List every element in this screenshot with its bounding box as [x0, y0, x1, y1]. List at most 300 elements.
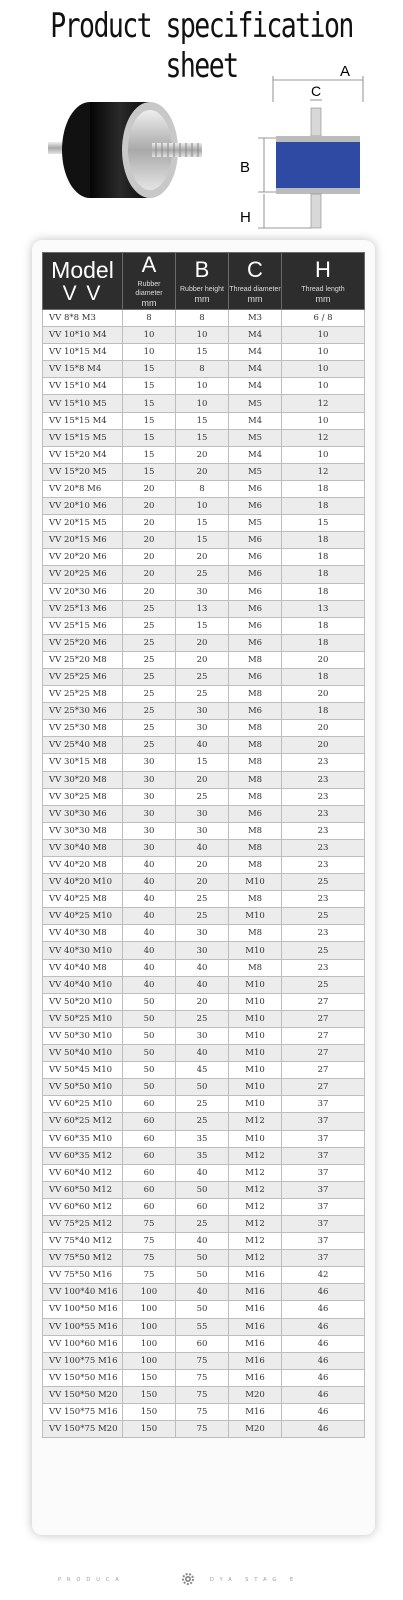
table-row — [43, 976, 365, 993]
thread-diameter-cell: M10 — [229, 942, 282, 959]
thread-length-cell: 20 — [282, 686, 365, 703]
spec-table — [42, 252, 365, 1438]
rubber-diameter-cell: 60 — [123, 1113, 176, 1130]
thread-diameter-cell: M20 — [229, 1386, 282, 1403]
table-row — [43, 1045, 365, 1062]
table-row — [43, 361, 365, 378]
thread-length-cell: 42 — [282, 1267, 365, 1284]
thread-length-cell: 18 — [282, 617, 365, 634]
rubber-diameter-cell: 20 — [123, 583, 176, 600]
thread-length-cell: 10 — [282, 361, 365, 378]
model-cell: VV 50*50 M10 — [43, 1079, 123, 1096]
table-row — [43, 1113, 365, 1130]
rubber-diameter-cell: 75 — [123, 1250, 176, 1267]
spec-table-body — [43, 310, 365, 1438]
table-row — [43, 480, 365, 497]
rubber-diameter-cell: 10 — [123, 327, 176, 344]
model-cell: VV 15*20 M4 — [43, 446, 123, 463]
rubber-height-cell: 75 — [176, 1421, 229, 1438]
rubber-height-cell: 20 — [176, 651, 229, 668]
table-row — [43, 566, 365, 583]
thread-length-cell: 46 — [282, 1335, 365, 1352]
thread-length-cell: 25 — [282, 874, 365, 891]
table-row — [43, 805, 365, 822]
thread-diameter-cell: M4 — [229, 378, 282, 395]
thread-length-cell: 23 — [282, 822, 365, 839]
thread-length-cell: 37 — [282, 1181, 365, 1198]
thread-length-cell: 27 — [282, 1027, 365, 1044]
rubber-height-cell: 25 — [176, 891, 229, 908]
model-cell: VV 15*10 M4 — [43, 378, 123, 395]
table-row — [43, 1386, 365, 1403]
thread-diameter-cell: M12 — [229, 1250, 282, 1267]
thread-length-cell: 18 — [282, 498, 365, 515]
thread-length-cell: 37 — [282, 1164, 365, 1181]
model-cell: VV 50*45 M10 — [43, 1062, 123, 1079]
rubber-height-cell: 20 — [176, 771, 229, 788]
thread-length-cell: 6 / 8 — [282, 310, 365, 327]
model-cell: VV 25*20 M8 — [43, 651, 123, 668]
table-row — [43, 1301, 365, 1318]
rubber-height-cell: 10 — [176, 327, 229, 344]
model-cell: VV 75*50 M12 — [43, 1250, 123, 1267]
thread-length-cell: 46 — [282, 1352, 365, 1369]
thread-length-cell: 20 — [282, 720, 365, 737]
header-model: Model V V — [43, 253, 123, 310]
rubber-height-cell: 75 — [176, 1352, 229, 1369]
rubber-diameter-cell: 15 — [123, 361, 176, 378]
thread-diameter-cell: M8 — [229, 651, 282, 668]
thread-diameter-cell: M16 — [229, 1301, 282, 1318]
rubber-diameter-cell: 60 — [123, 1130, 176, 1147]
rubber-height-cell: 75 — [176, 1404, 229, 1421]
thread-diameter-cell: M5 — [229, 395, 282, 412]
thread-diameter-cell: M10 — [229, 1079, 282, 1096]
table-row — [43, 737, 365, 754]
rubber-diameter-cell: 40 — [123, 891, 176, 908]
thread-length-cell: 15 — [282, 515, 365, 532]
rubber-height-cell: 30 — [176, 583, 229, 600]
thread-diameter-cell: M8 — [229, 737, 282, 754]
table-row — [43, 651, 365, 668]
rubber-height-cell: 25 — [176, 686, 229, 703]
table-row — [43, 463, 365, 480]
model-cell: VV 100*50 M16 — [43, 1301, 123, 1318]
rubber-height-cell: 50 — [176, 1181, 229, 1198]
model-cell: VV 60*35 M12 — [43, 1147, 123, 1164]
thread-length-cell: 10 — [282, 344, 365, 361]
rubber-diameter-cell: 150 — [123, 1386, 176, 1403]
thread-length-cell: 46 — [282, 1318, 365, 1335]
table-row — [43, 1250, 365, 1267]
thread-length-cell: 20 — [282, 651, 365, 668]
table-row — [43, 549, 365, 566]
rubber-diameter-cell: 10 — [123, 344, 176, 361]
rubber-diameter-cell: 50 — [123, 1027, 176, 1044]
rubber-height-cell: 75 — [176, 1369, 229, 1386]
header-h: H Thread length mm — [282, 253, 365, 310]
header-row — [43, 253, 365, 310]
thread-length-cell: 25 — [282, 908, 365, 925]
table-row — [43, 1284, 365, 1301]
rubber-height-cell: 10 — [176, 395, 229, 412]
model-cell: VV 40*40 M8 — [43, 959, 123, 976]
table-row — [43, 720, 365, 737]
thread-length-cell: 25 — [282, 942, 365, 959]
rubber-height-cell: 15 — [176, 412, 229, 429]
table-row — [43, 1164, 365, 1181]
rubber-height-cell: 10 — [176, 498, 229, 515]
thread-length-cell: 18 — [282, 532, 365, 549]
rubber-diameter-cell: 20 — [123, 566, 176, 583]
table-row — [43, 788, 365, 805]
table-row — [43, 1267, 365, 1284]
rubber-diameter-cell: 30 — [123, 822, 176, 839]
model-cell: VV 10*10 M4 — [43, 327, 123, 344]
model-cell: VV 25*15 M6 — [43, 617, 123, 634]
thread-diameter-cell: M5 — [229, 429, 282, 446]
thread-length-cell: 37 — [282, 1233, 365, 1250]
table-row — [43, 874, 365, 891]
thread-diameter-cell: M16 — [229, 1335, 282, 1352]
table-row — [43, 857, 365, 874]
rubber-diameter-cell: 50 — [123, 1045, 176, 1062]
thread-diameter-cell: M10 — [229, 1096, 282, 1113]
model-cell: VV 100*75 M16 — [43, 1352, 123, 1369]
thread-diameter-cell: M10 — [229, 1027, 282, 1044]
thread-length-cell: 37 — [282, 1147, 365, 1164]
rubber-diameter-cell: 40 — [123, 874, 176, 891]
rubber-height-cell: 15 — [176, 617, 229, 634]
rubber-diameter-cell: 40 — [123, 942, 176, 959]
thread-length-cell: 23 — [282, 959, 365, 976]
thread-length-cell: 18 — [282, 703, 365, 720]
rubber-diameter-cell: 40 — [123, 925, 176, 942]
rubber-diameter-cell: 25 — [123, 703, 176, 720]
thread-length-cell: 27 — [282, 993, 365, 1010]
model-cell: VV 25*25 M6 — [43, 668, 123, 685]
thread-length-cell: 12 — [282, 395, 365, 412]
rubber-height-cell: 50 — [176, 1267, 229, 1284]
table-row — [43, 1335, 365, 1352]
model-cell: VV 30*30 M6 — [43, 805, 123, 822]
model-cell: VV 15*10 M5 — [43, 395, 123, 412]
table-row — [43, 429, 365, 446]
rubber-height-cell: 20 — [176, 446, 229, 463]
rubber-height-cell: 50 — [176, 1250, 229, 1267]
rubber-diameter-cell: 75 — [123, 1233, 176, 1250]
right-stud — [152, 143, 202, 157]
model-cell: VV 20*25 M6 — [43, 566, 123, 583]
rubber-height-cell: 35 — [176, 1130, 229, 1147]
rubber-diameter-cell: 30 — [123, 754, 176, 771]
rubber-height-cell: 40 — [176, 959, 229, 976]
rubber-diameter-cell: 8 — [123, 310, 176, 327]
label-c: C — [311, 83, 322, 99]
rubber-diameter-cell: 15 — [123, 412, 176, 429]
thread-diameter-cell: M10 — [229, 1010, 282, 1027]
thread-length-cell: 37 — [282, 1215, 365, 1232]
rubber-diameter-cell: 100 — [123, 1284, 176, 1301]
thread-diameter-cell: M8 — [229, 891, 282, 908]
rubber-height-cell: 25 — [176, 1010, 229, 1027]
thread-length-cell: 23 — [282, 805, 365, 822]
table-row — [43, 1027, 365, 1044]
model-cell: VV 15*8 M4 — [43, 361, 123, 378]
thread-diameter-cell: M5 — [229, 463, 282, 480]
thread-length-cell: 37 — [282, 1113, 365, 1130]
rubber-height-cell: 40 — [176, 839, 229, 856]
table-row — [43, 942, 365, 959]
table-row — [43, 959, 365, 976]
rubber-height-cell: 25 — [176, 1215, 229, 1232]
thread-length-cell: 13 — [282, 600, 365, 617]
rubber-diameter-cell: 40 — [123, 976, 176, 993]
rubber-diameter-cell: 75 — [123, 1267, 176, 1284]
table-row — [43, 686, 365, 703]
rubber-height-cell: 13 — [176, 600, 229, 617]
table-row — [43, 395, 365, 412]
table-row — [43, 446, 365, 463]
rubber-diameter-cell: 20 — [123, 515, 176, 532]
rubber-height-cell: 25 — [176, 908, 229, 925]
thread-diameter-cell: M4 — [229, 412, 282, 429]
model-cell: VV 20*30 M6 — [43, 583, 123, 600]
thread-diameter-cell: M12 — [229, 1113, 282, 1130]
thread-diameter-cell: M12 — [229, 1147, 282, 1164]
rubber-diameter-cell: 60 — [123, 1147, 176, 1164]
model-cell: VV 40*20 M10 — [43, 874, 123, 891]
thread-length-cell: 23 — [282, 788, 365, 805]
rubber-height-cell: 25 — [176, 788, 229, 805]
model-cell: VV 25*25 M8 — [43, 686, 123, 703]
thread-length-cell: 18 — [282, 583, 365, 600]
model-cell: VV 50*25 M10 — [43, 1010, 123, 1027]
model-cell: VV 25*13 M6 — [43, 600, 123, 617]
rubber-diameter-cell: 100 — [123, 1318, 176, 1335]
thread-length-cell: 27 — [282, 1010, 365, 1027]
thread-length-cell: 10 — [282, 378, 365, 395]
model-cell: VV 150*75 M20 — [43, 1421, 123, 1438]
thread-length-cell: 23 — [282, 891, 365, 908]
rubber-diameter-cell: 50 — [123, 1062, 176, 1079]
rubber-diameter-cell: 15 — [123, 463, 176, 480]
table-row — [43, 703, 365, 720]
model-cell: VV 40*40 M10 — [43, 976, 123, 993]
rubber-diameter-cell: 20 — [123, 480, 176, 497]
model-cell: VV 30*20 M8 — [43, 771, 123, 788]
rubber-height-cell: 20 — [176, 463, 229, 480]
thread-diameter-cell: M3 — [229, 310, 282, 327]
model-cell: VV 60*40 M12 — [43, 1164, 123, 1181]
thread-length-cell: 18 — [282, 480, 365, 497]
model-cell: VV 40*25 M10 — [43, 908, 123, 925]
rubber-diameter-cell: 50 — [123, 1079, 176, 1096]
rubber-diameter-cell: 30 — [123, 788, 176, 805]
thread-diameter-cell: M6 — [229, 549, 282, 566]
table-row — [43, 515, 365, 532]
table-row — [43, 1198, 365, 1215]
thread-diameter-cell: M20 — [229, 1421, 282, 1438]
footer — [0, 1571, 403, 1591]
thread-diameter-cell: M4 — [229, 327, 282, 344]
thread-diameter-cell: M12 — [229, 1215, 282, 1232]
rubber-diameter-cell: 25 — [123, 634, 176, 651]
thread-diameter-cell: M10 — [229, 1130, 282, 1147]
rubber-diameter-cell: 15 — [123, 395, 176, 412]
thread-length-cell: 27 — [282, 1045, 365, 1062]
thread-diameter-cell: M10 — [229, 976, 282, 993]
model-cell: VV 25*20 M6 — [43, 634, 123, 651]
table-row — [43, 908, 365, 925]
thread-diameter-cell: M16 — [229, 1352, 282, 1369]
rubber-height-cell: 30 — [176, 822, 229, 839]
model-cell: VV 100*40 M16 — [43, 1284, 123, 1301]
model-cell: VV 60*25 M12 — [43, 1113, 123, 1130]
table-row — [43, 1130, 365, 1147]
model-cell: VV 60*25 M10 — [43, 1096, 123, 1113]
model-cell: VV 20*10 M6 — [43, 498, 123, 515]
table-row — [43, 925, 365, 942]
model-cell: VV 75*50 M16 — [43, 1267, 123, 1284]
model-cell: VV 150*50 M16 — [43, 1369, 123, 1386]
thread-length-cell: 37 — [282, 1130, 365, 1147]
rubber-height-cell: 40 — [176, 1164, 229, 1181]
thread-diameter-cell: M12 — [229, 1198, 282, 1215]
rubber-diameter-cell: 20 — [123, 549, 176, 566]
thread-diameter-cell: M16 — [229, 1318, 282, 1335]
thread-diameter-cell: M10 — [229, 908, 282, 925]
rubber-diameter-cell: 150 — [123, 1421, 176, 1438]
rubber-height-cell: 15 — [176, 515, 229, 532]
model-cell: VV 30*40 M8 — [43, 839, 123, 856]
table-row — [43, 1147, 365, 1164]
rubber-diameter-cell: 40 — [123, 908, 176, 925]
model-cell: VV 40*20 M8 — [43, 857, 123, 874]
rubber-diameter-cell: 100 — [123, 1352, 176, 1369]
thread-diameter-cell: M6 — [229, 634, 282, 651]
rubber-height-cell: 30 — [176, 942, 229, 959]
table-row — [43, 412, 365, 429]
model-cell: VV 15*15 M5 — [43, 429, 123, 446]
table-row — [43, 1010, 365, 1027]
thread-diameter-cell: M12 — [229, 1181, 282, 1198]
table-row — [43, 668, 365, 685]
product-photo — [40, 80, 230, 230]
table-row — [43, 344, 365, 361]
thread-diameter-cell: M6 — [229, 703, 282, 720]
rubber-diameter-cell: 40 — [123, 959, 176, 976]
spec-card — [32, 240, 375, 1535]
thread-length-cell: 12 — [282, 429, 365, 446]
thread-diameter-cell: M8 — [229, 839, 282, 856]
rubber-diameter-cell: 60 — [123, 1181, 176, 1198]
rubber-diameter-cell: 25 — [123, 600, 176, 617]
thread-length-cell: 27 — [282, 1079, 365, 1096]
thread-length-cell: 10 — [282, 412, 365, 429]
model-cell: VV 40*25 M8 — [43, 891, 123, 908]
thread-diameter-cell: M8 — [229, 959, 282, 976]
thread-diameter-cell: M4 — [229, 361, 282, 378]
table-row — [43, 378, 365, 395]
table-row — [43, 1096, 365, 1113]
thread-diameter-cell: M10 — [229, 1062, 282, 1079]
model-cell: VV 150*75 M16 — [43, 1404, 123, 1421]
rubber-height-cell: 45 — [176, 1062, 229, 1079]
rubber-height-cell: 20 — [176, 857, 229, 874]
thread-length-cell: 46 — [282, 1301, 365, 1318]
thread-length-cell: 18 — [282, 566, 365, 583]
thread-diameter-cell: M8 — [229, 686, 282, 703]
thread-diameter-cell: M8 — [229, 788, 282, 805]
rubber-diameter-cell: 30 — [123, 805, 176, 822]
thread-diameter-cell: M10 — [229, 1045, 282, 1062]
table-row — [43, 600, 365, 617]
thread-diameter-cell: M8 — [229, 822, 282, 839]
thread-length-cell: 46 — [282, 1404, 365, 1421]
thread-diameter-cell: M8 — [229, 754, 282, 771]
dimension-diagram — [236, 62, 396, 242]
model-cell: VV 20*8 M6 — [43, 480, 123, 497]
thread-diameter-cell: M6 — [229, 566, 282, 583]
thread-diameter-cell: M16 — [229, 1404, 282, 1421]
rubber-diameter-cell: 60 — [123, 1164, 176, 1181]
model-cell: VV 100*55 M16 — [43, 1318, 123, 1335]
model-cell: VV 30*15 M8 — [43, 754, 123, 771]
rubber-diameter-cell: 75 — [123, 1215, 176, 1232]
table-row — [43, 327, 365, 344]
rubber-height-cell: 30 — [176, 703, 229, 720]
rubber-height-cell: 40 — [176, 737, 229, 754]
thread-diameter-cell: M12 — [229, 1164, 282, 1181]
rubber-height-cell: 20 — [176, 993, 229, 1010]
thread-diameter-cell: M6 — [229, 480, 282, 497]
thread-length-cell: 12 — [282, 463, 365, 480]
model-cell: VV 75*25 M12 — [43, 1215, 123, 1232]
rubber-diameter-cell: 30 — [123, 771, 176, 788]
model-cell: VV 75*40 M12 — [43, 1233, 123, 1250]
rubber-diameter-cell: 150 — [123, 1369, 176, 1386]
thread-diameter-cell: M6 — [229, 583, 282, 600]
rubber-height-cell: 50 — [176, 1079, 229, 1096]
thread-diameter-cell: M6 — [229, 600, 282, 617]
thread-length-cell: 23 — [282, 925, 365, 942]
rubber-height-cell: 30 — [176, 805, 229, 822]
thread-diameter-cell: M10 — [229, 993, 282, 1010]
rubber-height-cell: 40 — [176, 1284, 229, 1301]
rubber-diameter-cell: 25 — [123, 720, 176, 737]
model-cell: VV 25*30 M8 — [43, 720, 123, 737]
thread-diameter-cell: M8 — [229, 925, 282, 942]
table-row — [43, 993, 365, 1010]
thread-length-cell: 46 — [282, 1386, 365, 1403]
rubber-diameter-cell: 30 — [123, 839, 176, 856]
rubber-diameter-cell: 40 — [123, 857, 176, 874]
thread-length-cell: 23 — [282, 771, 365, 788]
table-row — [43, 1233, 365, 1250]
table-row — [43, 1369, 365, 1386]
thread-length-cell: 37 — [282, 1198, 365, 1215]
thread-length-cell: 46 — [282, 1284, 365, 1301]
rubber-height-cell: 30 — [176, 925, 229, 942]
rubber-height-cell: 8 — [176, 310, 229, 327]
thread-diameter-cell: M8 — [229, 857, 282, 874]
rubber-height-cell: 40 — [176, 1233, 229, 1250]
rubber-diameter-cell: 150 — [123, 1404, 176, 1421]
table-row — [43, 891, 365, 908]
rubber-height-cell: 25 — [176, 1096, 229, 1113]
rubber-diameter-cell: 60 — [123, 1198, 176, 1215]
